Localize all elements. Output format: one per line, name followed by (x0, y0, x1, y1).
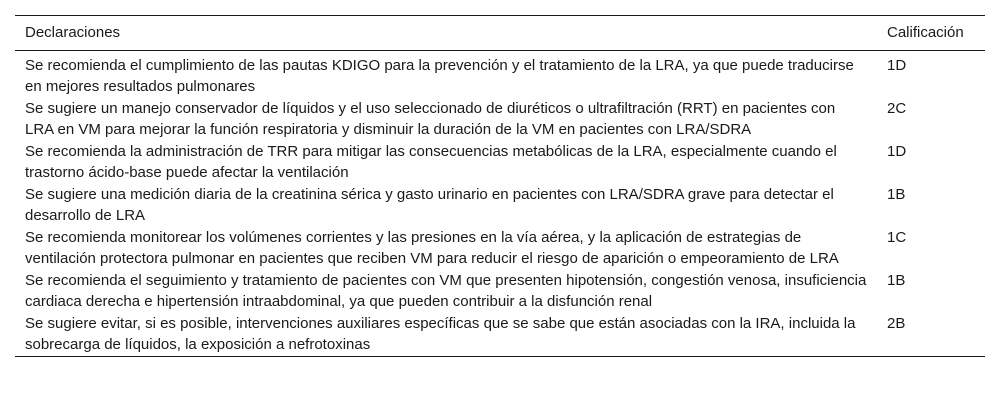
table-row (15, 98, 985, 141)
table-row (15, 227, 985, 270)
table-row (15, 313, 985, 357)
table-row (15, 270, 985, 313)
grade-cell: 2B (887, 314, 906, 332)
statement-cell: Se recomienda monitorear los volúmenes corrientes y las presiones en la vía aérea, y la aplicación de estrategias de ventilación protectora pulmonar en pacientes que reciben VM para reducir el riesgo de aparición o empeoramiento de LRA (25, 228, 839, 267)
recommendations-table (15, 15, 985, 357)
grade-cell: 1D (887, 56, 907, 74)
grade-cell: 1D (887, 142, 907, 160)
grade-cell: 1B (887, 271, 906, 289)
statement-cell: Se sugiere una medición diaria de la creatinina sérica y gasto urinario en pacientes con LRA/SDRA grave para detectar el desarrollo de LRA (25, 185, 834, 224)
header-grade: Calificación (887, 24, 964, 41)
table-body (15, 50, 985, 356)
recommendations-table-container (15, 15, 985, 357)
grade-cell: 2C (887, 99, 907, 117)
statement-cell: Se recomienda la administración de TRR para mitigar las consecuencias metabólicas de la LRA, especialmente cuando el trastorno ácido-base puede afectar la ventilación (25, 142, 837, 181)
statement-cell: Se sugiere un manejo conservador de líquidos y el uso seleccionado de diuréticos o ultrafiltración (RRT) en pacientes con LRA en VM para mejorar la función respiratoria y disminuir la duración de la VM en pacientes con LRA/SDRA (25, 99, 836, 138)
header-statements: Declaraciones (25, 24, 121, 41)
table-header (15, 16, 985, 51)
statement-cell: Se recomienda el seguimiento y tratamiento de pacientes con VM que presenten hipotensión, congestión venosa, insuficiencia cardiaca derecha e hipertensión intraabdominal, ya que pueden contribuir a la disfunción renal (25, 271, 867, 310)
statement-cell: Se sugiere evitar, si es posible, intervenciones auxiliares específicas que se sabe que están asociadas con la IRA, incluida la sobrecarga de líquidos, la exposición a nefrotoxinas (25, 314, 856, 353)
statement-cell: Se recomienda el cumplimiento de las pautas KDIGO para la prevención y el tratamiento de la LRA, ya que puede traducirse en mejores resultados pulmonares (25, 56, 854, 95)
grade-cell: 1C (887, 228, 907, 246)
grade-cell: 1B (887, 185, 906, 203)
header-row (15, 16, 985, 51)
table-row (15, 50, 985, 98)
table-row (15, 141, 985, 184)
table-row (15, 184, 985, 227)
